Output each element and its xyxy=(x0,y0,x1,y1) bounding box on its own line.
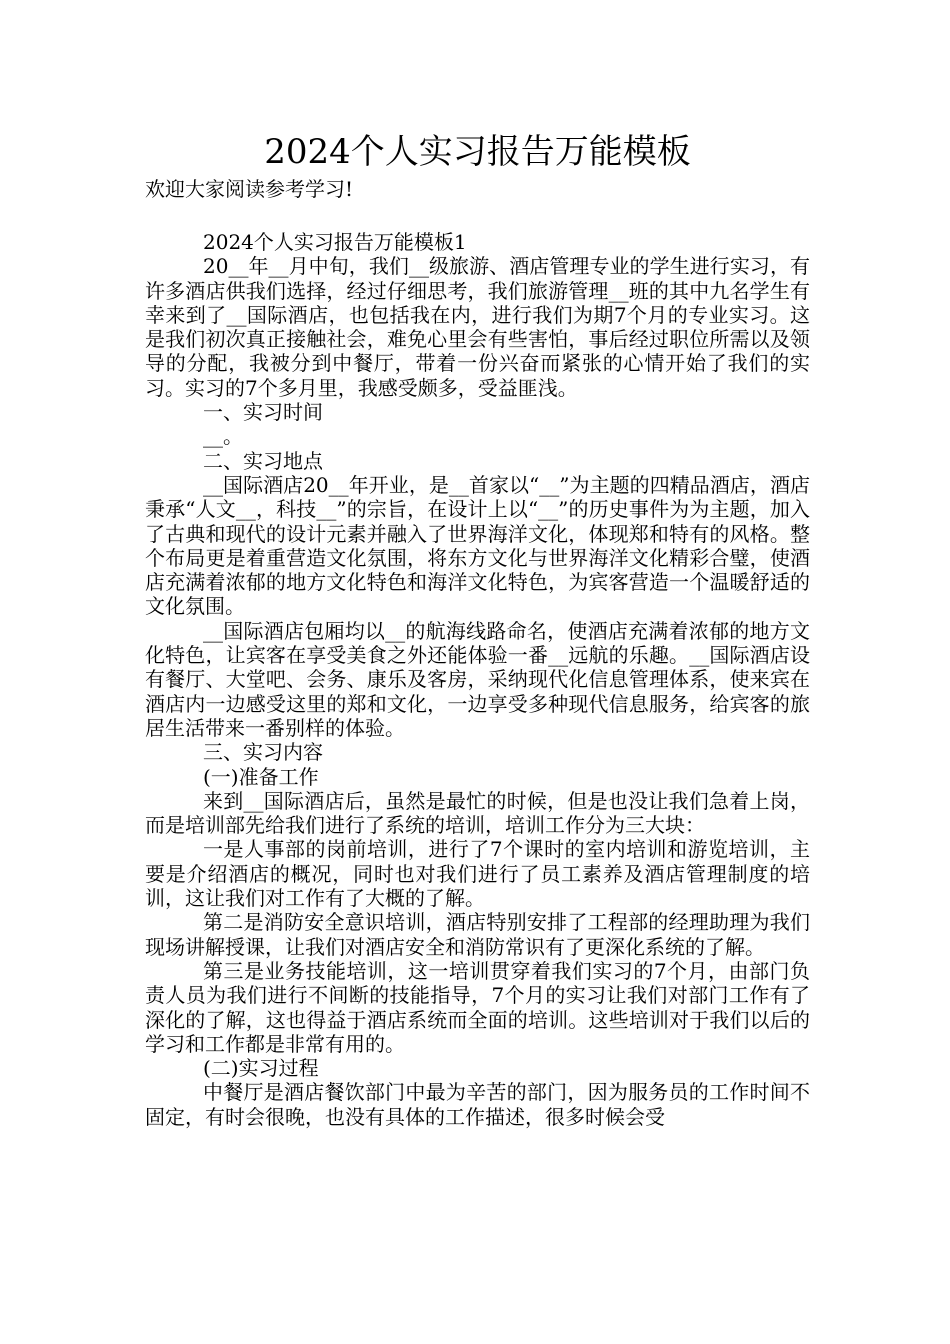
body-paragraph: 第三是业务技能培训，这一培训贯穿着我们实习的7个月，由部门负责人员为我们进行不间断的技能指导，7个月的实习让我们对部门工作有了深化的了解，这也得益于酒店系统而全面的培训。这些培训对于我们以后的学习和工作都是非常有用的。 xyxy=(145,958,810,1056)
body-paragraph: 一是人事部的岗前培训，进行了7个课时的室内培训和游览培训，主要是介绍酒店的概况，同时也对我们进行了员工素养及酒店管理制度的培训，这让我们对工作有了大概的了解。 xyxy=(145,837,810,911)
document-page xyxy=(145,128,810,1129)
subsection-heading: (二)实习过程 xyxy=(203,1056,319,1081)
section-heading: 一、实习时间 xyxy=(203,400,323,425)
body-paragraph: 第二是消防安全意识培训，酒店特别安排了工程部的经理助理为我们现场讲解授课，让我们对酒店安全和消防常识有了更深化系统的了解。 xyxy=(145,910,810,959)
subsection-heading: (一)准备工作 xyxy=(203,764,319,789)
section-heading: 二、实习地点 xyxy=(203,448,323,473)
body-paragraph: __国际酒店20__年开业，是__首家以“__”为主题的四精品酒店，酒店秉承“人文__，科技__”的宗旨，在设计上以“__”的历史事件为为主题，加入了古典和现代的设计元素并融入了世界海洋文化，体现郑和特有的风格。整个布局更是着重营造文化氛围，将东方文化与世界海洋文化精彩合璧，使酒店充满着浓郁的地方文化特色和海洋文化特色，为宾客营造一个温暖舒适的文化氛围。 xyxy=(145,472,810,619)
section-heading: 2024个人实习报告万能模板1 xyxy=(203,230,467,254)
document-title: 2024个人实习报告万能模板 xyxy=(264,132,691,172)
body-paragraph: 20__年__月中旬，我们__级旅游、酒店管理专业的学生进行实习，有许多酒店供我们选择，经过仔细思考，我们旅游管理__班的其中九名学生有幸来到了__国际酒店，也包括我在内，进行我们为期7个月的专业实习。这是我们初次真正接触社会，难免心里会有些害怕，事后经过职位所需以及领导的分配，我被分到中餐厅，带着一份兴奋而紧张的心情开始了我们的实习。实习的7个多月里，我感受颇多，受益匪浅。 xyxy=(145,254,810,400)
body-paragraph: __国际酒店包厢均以__的航海线路命名，使酒店充满着浓郁的地方文化特色，让宾客在享受美食之外还能体验一番__远航的乐趣。__国际酒店设有餐厅、大堂吧、会务、康乐及客房，采纳现代化信息管理体系，使来宾在酒店内一边感受这里的郑和文化，一边享受多种现代信息服务，给宾客的旅居生活带来一番别样的体验。 xyxy=(145,618,810,740)
body-paragraph: 中餐厅是酒店餐饮部门中最为辛苦的部门，因为服务员的工作时间不固定，有时会很晚，也没有具体的工作描述，很多时候会受 xyxy=(145,1080,810,1129)
body-paragraph: __。 xyxy=(203,424,243,449)
intro-text: 欢迎大家阅读参考学习! xyxy=(145,177,354,201)
section-heading: 三、实习内容 xyxy=(203,740,323,765)
body-paragraph: 来到__国际酒店后，虽然是最忙的时候，但是也没让我们急着上岗，而是培训部先给我们进行了系统的培训，培训工作分为三大块： xyxy=(145,788,810,838)
